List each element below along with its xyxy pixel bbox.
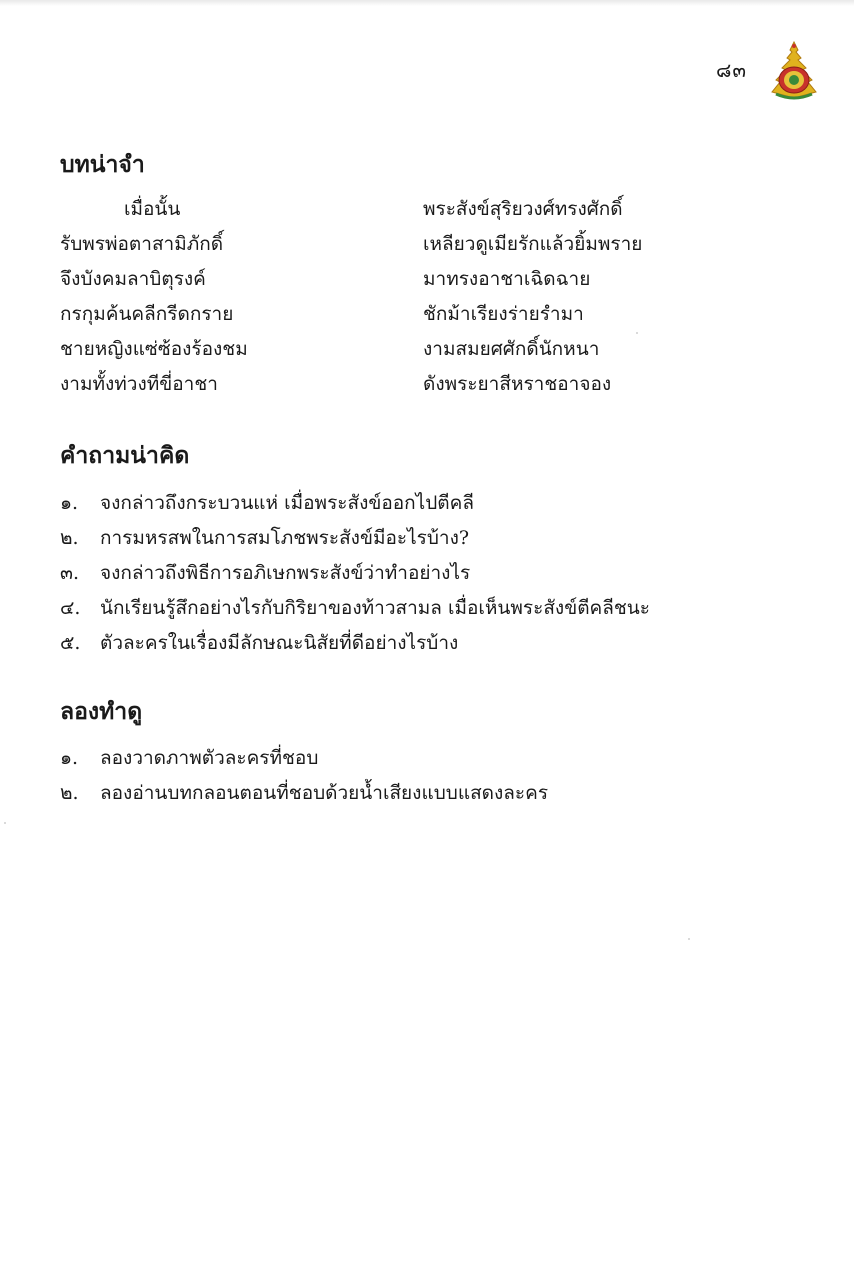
poem-right-verse: ดังพระยาสีหราชอาจอง xyxy=(423,373,612,395)
list-item xyxy=(60,743,820,778)
poem-left-verse: เมื่อนั้น xyxy=(124,198,181,220)
item-text: ตัวละครในเรื่องมีลักษณะนิสัยที่ดีอย่างไรบ้าง xyxy=(100,632,459,654)
poem-verses xyxy=(60,194,700,404)
item-text: ลองวาดภาพตัวละครที่ชอบ xyxy=(100,747,319,769)
questions-list xyxy=(60,488,820,663)
list-item xyxy=(60,778,820,813)
poem-row xyxy=(60,334,700,369)
try-heading: ลองทำดู xyxy=(60,698,143,725)
scan-speck xyxy=(688,938,690,940)
item-text: นักเรียนรู้สึกอย่างไรกับกิริยาของท้าวสามล เมื่อเห็นพระสังข์ตีคลีชนะ xyxy=(100,597,650,619)
item-number: ๕. xyxy=(60,632,81,654)
poem-row xyxy=(60,264,700,299)
questions-heading: คำถามน่าคิด xyxy=(60,442,190,469)
poem-left-verse: กรกุมค้นคลีกรีดกราย xyxy=(60,303,234,325)
try-list xyxy=(60,743,820,813)
poem-right-verse: ชักม้าเรียงร่ายรำมา xyxy=(423,303,584,325)
item-text: ลองอ่านบทกลอนตอนที่ชอบด้วยน้ำเสียงแบบแสดงละคร xyxy=(100,782,549,804)
poem-row xyxy=(60,229,700,264)
item-text: จงกล่าวถึงกระบวนแห่ เมื่อพระสังข์ออกไปตีคลี xyxy=(100,492,474,514)
page-number: ๘๓ xyxy=(716,58,748,82)
poem-right-verse: มาทรงอาชาเฉิดฉาย xyxy=(423,268,591,290)
poem-row xyxy=(60,369,700,404)
item-number: ๔. xyxy=(60,597,81,619)
poem-row xyxy=(60,194,700,229)
memorize-heading: บทน่าจำ xyxy=(60,151,145,178)
item-number: ๒. xyxy=(60,527,79,549)
item-text: จงกล่าวถึงพิธีการอภิเษกพระสังข์ว่าทำอย่างไร xyxy=(100,562,471,584)
item-number: ๑. xyxy=(60,492,79,514)
poem-left-verse: ชายหญิงแซ่ซ้องร้องชม xyxy=(60,338,248,360)
list-item xyxy=(60,488,820,523)
poem-right-verse: พระสังข์สุริยวงศ์ทรงศักดิ์ xyxy=(423,198,623,220)
scan-top-edge xyxy=(0,0,854,6)
poem-left-verse: จึงบังคมลาบิตุรงค์ xyxy=(60,268,206,290)
list-item xyxy=(60,558,820,593)
item-number: ๑. xyxy=(60,747,79,769)
scan-speck xyxy=(4,822,6,824)
poem-right-verse: งามสมยศศักดิ์นักหนา xyxy=(423,338,600,360)
item-number: ๓. xyxy=(60,562,80,584)
list-item xyxy=(60,523,820,558)
poem-row xyxy=(60,299,700,334)
scan-speck xyxy=(636,332,638,334)
list-item xyxy=(60,628,820,663)
poem-right-verse: เหลียวดูเมียรักแล้วยิ้มพราย xyxy=(423,233,643,255)
item-text: การมหรสพในการสมโภชพระสังข์มีอะไรบ้าง? xyxy=(100,527,470,549)
item-number: ๒. xyxy=(60,782,79,804)
royal-crest-icon xyxy=(768,40,820,102)
list-item xyxy=(60,593,820,628)
poem-left-verse: รับพรพ่อตาสามิภักดิ์ xyxy=(60,233,224,255)
poem-left-verse: งามทั้งท่วงทีขี่อาชา xyxy=(60,373,218,395)
